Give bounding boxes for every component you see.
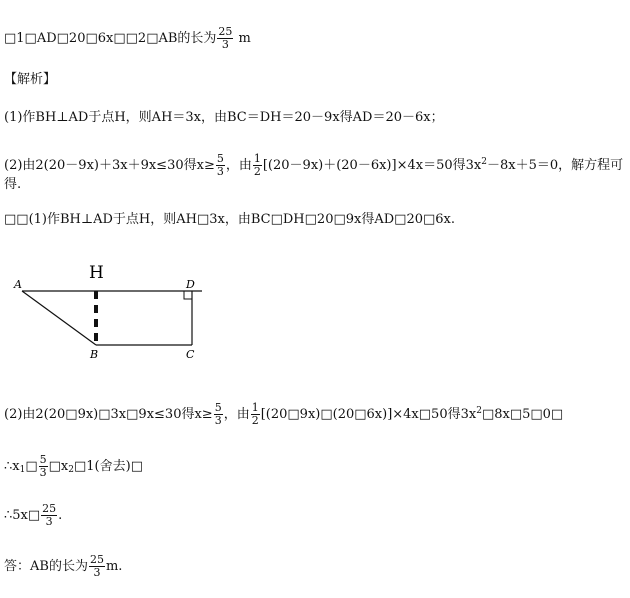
fraction: $\frac{1}{2}$ xyxy=(251,401,259,427)
analysis-title: 【解析】 xyxy=(4,72,57,87)
label-c: C xyxy=(186,348,195,361)
segment-ab xyxy=(22,291,96,345)
solution-step-1: □□(1)作BH⊥AD于点H，则AH□3x，由BC□DH□20□9x得AD□20□6x. xyxy=(4,212,456,227)
fraction: $\frac{1}{2}$ xyxy=(253,152,261,178)
analysis-step-2-cont: 得. xyxy=(4,177,22,192)
label-d: D xyxy=(186,278,195,291)
label-a: A xyxy=(14,278,22,291)
label-b: B xyxy=(90,348,99,361)
roots-line: $\therefore x_1□$ $\frac{5}{3}$ $□x_2□1$(舍去)□ xyxy=(4,453,143,479)
result-line: ∴5x□ $\frac{25}{3}$ . xyxy=(4,502,63,528)
analysis-step-2: (2)由2(20－9x)＋3x＋9x≤30得x≥ $\frac{5}{3}$ ，由 $\frac{1}{2}$ [(20－9x)＋(20－6x)]×4x＝50得$3x^2-8x+5=0$，解方程可 xyxy=(4,152,624,178)
trapezoid-figure xyxy=(10,262,210,362)
answer-line xyxy=(4,26,251,51)
fraction: $\frac{25}{3}$ xyxy=(42,502,57,528)
analysis-step-1: (1)作BH⊥AD于点H，则AH＝3x，由BC＝DH＝20－9x得AD＝20－6x； xyxy=(4,110,444,125)
label-h: H xyxy=(89,263,104,283)
fraction: $\frac{5}{3}$ xyxy=(39,453,47,479)
answer-fraction: $\frac{25}{3}$ xyxy=(218,25,233,51)
fraction: $\frac{25}{3}$ xyxy=(89,553,104,579)
answer-unit: m xyxy=(234,31,251,46)
solution-step-2: (2)由2(20□9x)□3x□9x≤30得x≥ $\frac{5}{3}$ ，由 $\frac{1}{2}$ [(20□9x)□(20□6x)]×4x□50得$3x^2□8x□5□0□$ xyxy=(4,401,564,427)
final-answer: 答：AB的长为 $\frac{25}{3}$ m. xyxy=(4,553,123,579)
right-angle-mark xyxy=(184,291,192,299)
answer-prefix: □1□AD□20□6x□□2□AB的长为 xyxy=(4,31,217,46)
fraction: $\frac{5}{3}$ xyxy=(214,401,222,427)
fraction: $\frac{5}{3}$ xyxy=(216,152,224,178)
